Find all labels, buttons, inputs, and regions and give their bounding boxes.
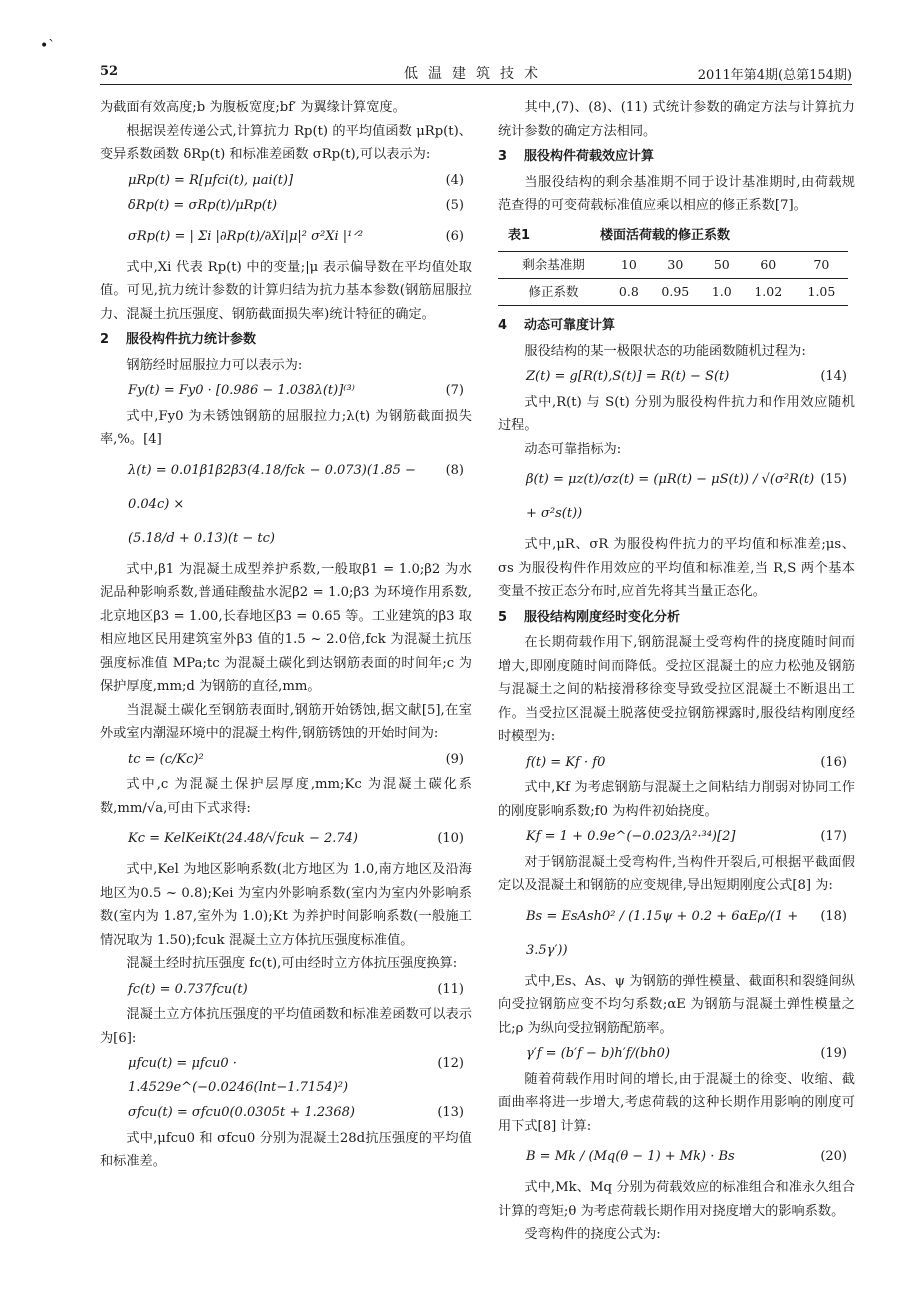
paragraph: 钢筋经时屈服拉力可以表示为: [126,357,303,373]
equation-15 [526,463,855,531]
equation-body: Z(t) = g[R(t),S(t)] = R(t) − S(t) [526,369,730,384]
table-cell: 0.8 [609,279,649,306]
table-cell: 修正系数 [498,279,609,306]
section-title: 服役构件荷载效应计算 [524,149,655,164]
paragraph: 式中,c 为混凝土保护层厚度,mm;Kc 为混凝土碳化系数,mm/√a,可由下式求得: [100,777,472,816]
page-header [100,62,852,85]
paragraph: 服役结构的某一极限状态的功能函数随机过程为: [524,343,806,359]
equation-number: (14) [820,369,847,384]
section-number: 4 [498,318,508,333]
right-column [498,96,855,1247]
section-title: 服役构件抗力统计参数 [126,332,257,347]
journal-title: 低温建筑技术 [404,66,548,82]
section-number: 2 [100,332,110,347]
equation-20 [526,1140,855,1174]
table-cell: 10 [609,252,649,279]
table-cell: 50 [702,252,742,279]
paragraph: 式中,R(t) 与 S(t) 分别为服役构件抗力和作用效应随机过程。 [498,394,855,433]
scan-mark: •ˋ [40,38,56,54]
paragraph: 根据误差传递公式,计算抗力 Rp(t) 的平均值函数 μRp(t)、变异系数函数 δRp(t) 和标准差函数 σRp(t),可以表示为: [100,123,472,162]
paragraph: 在长期荷载作用下,钢筋混凝土受弯构件的挠度随时间而增大,即刚度随时间而降低。受拉区混凝土的应力松弛及钢筋与混凝土之间的粘接滑移徐变导致受拉区混凝土不断退出工作。当受拉区混凝土脱落使受拉钢筋裸露时,服役结构刚度经时模型为: [498,635,855,744]
paragraph: 式中,Fy0 为未锈蚀钢筋的屈服拉力;λ(t) 为钢筋截面损失率,%。[4] [100,408,472,447]
equation-14 [526,365,855,389]
equation-number: (12) [437,1056,464,1071]
section-number: 3 [498,149,508,164]
equation-number: (20) [820,1149,847,1164]
paragraph: 其中,(7)、(8)、(11) 式统计参数的确定方法与计算抗力统计参数的确定方法相同。 [498,100,855,139]
equation-5 [128,194,472,218]
equation-8 [128,454,472,556]
equation-9 [128,748,472,772]
paragraph: 混凝土经时抗压强度 fc(t),可由经时立方体抗压强度换算: [126,956,458,971]
equation-number: (15) [820,472,847,487]
table-cell: 30 [649,252,702,279]
equation-body: Fy(t) = Fy0 · [0.986 − 1.038λ(t)]⁽³⁾ [128,383,355,398]
equation-body: σRp(t) = | Σi |∂Rp(t)/∂Xi|μ|² σ²Xi |¹ᐟ² [128,228,364,244]
equation-body: β(t) = μz(t)/σz(t) = (μR(t) − μS(t)) / √(σ²R(t) + σ²s(t)) [526,472,815,521]
paragraph: 当混凝土碳化至钢筋表面时,钢筋开始锈蚀,据文献[5],在室外或室内潮湿环境中的混凝土构件,钢筋锈蚀的开始时间为: [100,702,472,741]
table-cell: 0.95 [649,279,702,306]
page-number: 52 [100,64,119,79]
table-cell: 1.05 [795,279,848,306]
section-heading-4 [498,314,855,338]
paragraph: 式中,β1 为混凝土成型养护系数,一般取β1 = 1.0;β2 为水泥品种影响系数,普通硅酸盐水泥β2 = 1.0;β3 为环境作用系数,北京地区β3 = 1.00,长春地区β3 = 0.65 等。工业建筑的β3 取相应地区民用建筑室外β3 值的1.5 ~ 2.0倍,fck 为混凝土抗压强度标准值 MPa;tc 为混凝土碳化到达钢筋表面的时间年;c 为保护厚度,mm;d 为钢筋的直径,mm。 [100,561,472,694]
equation-16 [526,751,855,775]
left-column [100,96,472,1174]
paragraph: 式中,Es、As、ψ 为钢筋的弹性模量、截面积和裂缝间纵向受拉钢筋应变不均匀系数;αE 为钢筋与混凝土弹性模量之比;ρ 为纵向受拉钢筋配筋率。 [498,973,855,1036]
equation-body: λ(t) = 0.01β1β2β3(4.18/fck − 0.073)(1.85 − 0.04c) × [128,462,416,512]
equation-body: δRp(t) = σRp(t)/μRp(t) [128,198,278,213]
paragraph: 当服役结构的剩余基准期不同于设计基准期时,由荷载规范查得的可变荷载标准值应乘以相应的修正系数[7]。 [498,174,855,213]
equation-body: tc = (c/Kc)² [128,751,204,767]
table-cell: 1.0 [702,279,742,306]
table-cell: 60 [742,252,795,279]
equation-number: (4) [445,172,464,188]
equation-number: (10) [437,831,464,846]
table-row [498,252,848,279]
section-heading-2 [100,328,472,352]
correction-factor-table [498,251,848,306]
table-title: 楼面活荷载的修正系数 [600,227,731,243]
paragraph: 受弯构件的挠度公式为: [524,1227,661,1242]
equation-number: (9) [445,751,464,767]
equation-number: (19) [820,1046,847,1061]
section-heading-3 [498,145,855,169]
paragraph: 式中,μR、σR 为服役构件抗力的平均值和标准差;μs、σs 为服役构件作用效应的平均值和标准差,当 R,S 两个基本变量不按正态分布时,应首先将其当量正态化。 [498,537,855,599]
paragraph: 为截面有效高度;b 为腹板宽度;bf′ 为翼缘计算宽度。 [100,100,406,115]
paragraph: 动态可靠指标为: [524,441,622,457]
table-cell: 剩余基准期 [498,252,609,279]
equation-number: (11) [437,981,464,997]
equation-number: (5) [445,198,464,213]
equation-number: (6) [445,228,464,244]
section-title: 服役结构刚度经时变化分析 [524,609,681,625]
equation-body: σfcu(t) = σfcu0(0.0305t + 1.2368) [128,1105,355,1120]
equation-body: (5.18/d + 0.13)(t − tc) [128,530,275,546]
issue-info: 2011年第4期(总第154期) [697,68,852,83]
equation-19 [526,1042,855,1066]
paragraph: 混凝土立方体抗压强度的平均值函数和标准差函数可以表示为[6]: [100,1007,472,1046]
table-cell: 70 [795,252,848,279]
equation-11 [128,978,472,1002]
paragraph: 式中,μfcu0 和 σfcu0 分别为混凝土28d抗压强度的平均值和标准差。 [100,1130,472,1169]
equation-18 [526,900,855,968]
equation-10 [128,822,472,856]
equation-body: Kc = KelKeiKt(24.48/√fcuk − 2.74) [128,831,358,846]
equation-body: f(t) = Kf · f0 [526,754,606,770]
section-number: 5 [498,609,508,625]
paragraph: 随着荷载作用时间的增长,由于混凝土的徐变、收缩、截面曲率将进一步增大,考虑荷载的这种长期作用影响的刚度可用下式[8] 计算: [498,1071,855,1134]
equation-body: fc(t) = 0.737fcu(t) [128,981,248,997]
equation-body: μRp(t) = R[μfci(t), μai(t)] [128,172,294,188]
equation-body: γ′f = (b′f − b)h′f/(bh0) [526,1046,671,1061]
table-caption [508,224,855,248]
paragraph: 式中,Xi 代表 Rp(t) 中的变量;|μ 表示偏导数在平均值处取值。可见,抗力统计参数的计算归结为抗力基本参数(钢筋屈服拉力、混凝土抗压强度、钢筋截面损失率)统计特征的确定。 [100,259,472,322]
equation-17 [526,825,855,849]
paragraph: 式中,Kel 为地区影响系数(北方地区为 1.0,南方地区及沿海地区为0.5 ~ 0.8);Kei 为室内外影响系数(室内为室内外影响系数(室内为 1.87,室外为 1.0);Kt 为养护时间影响系数(一般施工情况取为 1.50);fcuk 混凝土立方体抗压强度标准值。 [100,862,472,948]
equation-body: B = Mk / (Mq(θ − 1) + Mk) · Bs [526,1149,735,1164]
equation-6 [128,220,472,254]
equation-number: (17) [820,829,847,844]
table-label: 表1 [508,227,531,243]
equation-number: (7) [445,383,464,398]
table-row [498,279,848,306]
equation-number: (8) [445,462,464,478]
equation-body: μfcu(t) = μfcu0 · 1.4529e^(−0.0246(lnt−1.7154)²) [128,1056,349,1095]
equation-body: Bs = EsAsh0² / (1.15ψ + 0.2 + 6αEρ/(1 + 3.5γ′)) [526,908,799,958]
equation-13 [128,1101,472,1125]
equation-7 [128,379,472,403]
section-heading-5 [498,606,855,630]
section-title: 动态可靠度计算 [524,318,616,333]
table-cell: 1.02 [742,279,795,306]
equation-number: (16) [820,754,847,770]
equation-12 [128,1052,472,1099]
equation-body: Kf = 1 + 0.9e^(−0.023/λ²·³⁴)[2] [526,829,736,844]
paragraph: 对于钢筋混凝土受弯构件,当构件开裂后,可根据平截面假定以及混凝土和钢筋的应变规律,导出短期刚度公式[8] 为: [498,854,855,893]
paragraph: 式中,Mk、Mq 分别为荷载效应的标准组合和准永久组合计算的弯矩;θ 为考虑荷载长期作用对挠度增大的影响系数。 [498,1180,855,1219]
equation-number: (13) [437,1105,464,1120]
equation-4 [128,169,472,193]
equation-number: (18) [820,908,847,924]
paragraph: 式中,Kf 为考虑钢筋与混凝土之间粘结力削弱对协同工作的刚度影响系数;f0 为构件初始挠度。 [498,780,855,819]
